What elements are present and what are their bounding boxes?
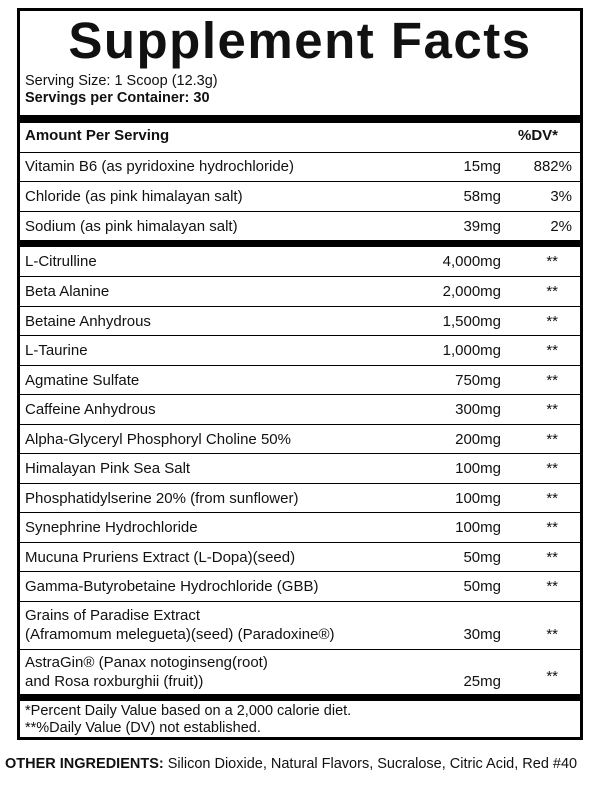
nutrient-row: [20, 152, 580, 182]
ingredient-name: Gamma-Butyrobetaine Hydrochloride (GBB): [25, 578, 319, 595]
other-ingredients-text: Silicon Dioxide, Natural Flavors, Sucralose, Citric Acid, Red #40: [163, 756, 578, 772]
other-ingredients-label: OTHER INGREDIENTS:: [5, 756, 164, 772]
nutrient-row: [20, 181, 580, 212]
ingredient-row: [20, 247, 580, 276]
ingredient-amount: 100mg: [455, 460, 501, 477]
amount-header: [25, 126, 575, 146]
dv-header-label: %DV*: [517, 127, 558, 144]
nutrient-name: Chloride (as pink himalayan salt): [25, 188, 243, 205]
ingredient-amount: 50mg: [463, 549, 501, 566]
ingredient-dv: **: [546, 519, 558, 536]
ingredient-name: L-Citrulline: [25, 253, 97, 270]
nutrient-amount: 15mg: [463, 158, 501, 175]
ingredient-name: Alpha-Glyceryl Phosphoryl Choline 50%: [25, 431, 291, 448]
nutrient-amount: 58mg: [463, 188, 501, 205]
ingredient-amount: 25mg: [463, 673, 501, 690]
ingredient-dv: **: [546, 578, 558, 595]
ingredient-amount: 30mg: [463, 626, 501, 643]
ingredient-dv: **: [546, 431, 558, 448]
ingredient-name: Agmatine Sulfate: [25, 372, 140, 389]
nutrient-dv: 882%: [533, 158, 572, 175]
ingredient-dv: **: [546, 460, 558, 477]
ingredient-row: [20, 453, 580, 484]
ingredient-name: Grains of Paradise Extract: [25, 607, 201, 624]
ingredient-name: Caffeine Anhydrous: [25, 401, 156, 418]
ingredient-row: [20, 365, 580, 395]
ingredient-amount: 1,000mg: [442, 342, 501, 359]
nutrient-name: Vitamin B6 (as pyridoxine hydrochloride): [25, 158, 295, 175]
ingredient-row: [20, 394, 580, 425]
footnote-percent-dv: *Percent Daily Value based on a 2,000 calorie diet.: [25, 703, 352, 719]
thick-divider: [20, 240, 580, 247]
thick-divider: [20, 115, 580, 123]
ingredient-dv: **: [546, 313, 558, 330]
ingredient-row: [20, 512, 580, 543]
ingredient-row: [20, 542, 580, 572]
nutrient-row: [20, 211, 580, 241]
ingredient-dv: **: [546, 549, 558, 566]
ingredient-amount: 750mg: [455, 372, 501, 389]
serving-info: [25, 73, 218, 107]
ingredient-name: Mucuna Pruriens Extract (L-Dopa)(seed): [25, 549, 296, 566]
ingredient-name: Betaine Anhydrous: [25, 313, 151, 330]
ingredient-amount: 300mg: [455, 401, 501, 418]
ingredient-row: [20, 601, 580, 650]
ingredient-name-continued: and Rosa roxburghii (fruit)): [25, 673, 204, 690]
ingredient-row: [20, 649, 580, 695]
ingredient-dv: **: [546, 490, 558, 507]
ingredient-amount: 50mg: [463, 578, 501, 595]
ingredient-amount: 100mg: [455, 519, 501, 536]
supplement-facts-panel: [17, 8, 583, 740]
ingredient-name: AstraGin® (Panax notoginseng(root): [25, 654, 268, 671]
serving-size: Serving Size: 1 Scoop (12.3g): [25, 73, 218, 89]
ingredient-row: [20, 483, 580, 513]
ingredient-amount: 2,000mg: [442, 283, 501, 300]
ingredient-dv: **: [546, 626, 558, 643]
ingredient-row: [20, 571, 580, 602]
footnotes: [25, 703, 351, 737]
nutrient-dv: 3%: [550, 188, 572, 205]
ingredient-row: [20, 276, 580, 307]
panel-title: Supplement Facts: [68, 12, 532, 69]
ingredient-amount: 4,000mg: [442, 253, 501, 270]
nutrient-dv: 2%: [550, 218, 572, 235]
amount-per-serving-label: Amount Per Serving: [25, 127, 170, 144]
ingredient-name: Himalayan Pink Sea Salt: [25, 460, 191, 477]
ingredient-name: Synephrine Hydrochloride: [25, 519, 198, 536]
footnote-dv-not-established: **%Daily Value (DV) not established.: [25, 720, 261, 736]
servings-per-container: Servings per Container: 30: [25, 90, 210, 106]
thick-divider: [20, 694, 580, 701]
ingredient-name: Beta Alanine: [25, 283, 110, 300]
ingredient-dv: **: [546, 283, 558, 300]
nutrient-amount: 39mg: [463, 218, 501, 235]
ingredient-amount: 1,500mg: [442, 313, 501, 330]
ingredient-dv: **: [546, 342, 558, 359]
ingredient-dv: **: [546, 253, 558, 270]
ingredient-dv: **: [546, 401, 558, 418]
ingredient-name: Phosphatidylserine 20% (from sunflower): [25, 490, 299, 507]
other-ingredients: [5, 755, 595, 773]
ingredient-amount: 100mg: [455, 490, 501, 507]
ingredient-name: L-Taurine: [25, 342, 88, 359]
ingredient-dv: **: [546, 668, 558, 685]
ingredient-row: [20, 424, 580, 454]
ingredient-amount: 200mg: [455, 431, 501, 448]
ingredient-dv: **: [546, 372, 558, 389]
ingredient-row: [20, 306, 580, 336]
ingredient-name-continued: (Aframomum melegueta)(seed) (Paradoxine®): [25, 626, 335, 643]
ingredient-row: [20, 335, 580, 366]
nutrient-name: Sodium (as pink himalayan salt): [25, 218, 238, 235]
